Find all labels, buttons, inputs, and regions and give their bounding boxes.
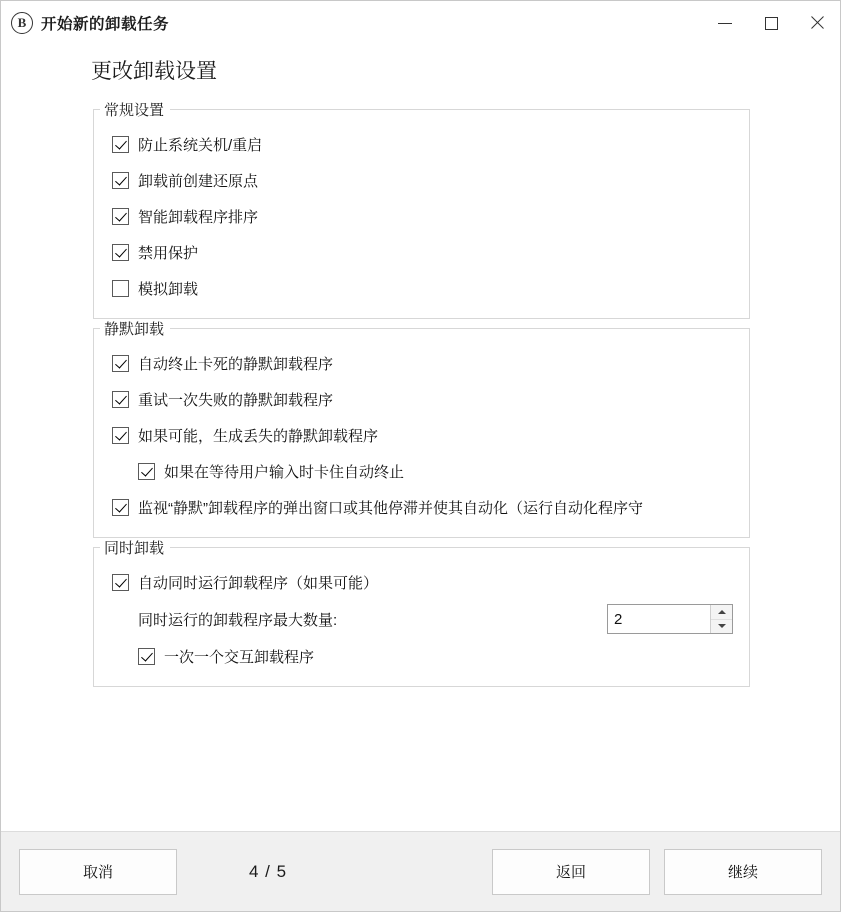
option-label: 卸载前创建还原点 [138, 172, 259, 190]
option-one-interactive-at-a-time[interactable] [94, 638, 749, 674]
minimize-icon [718, 23, 732, 24]
chevron-up-icon [718, 610, 726, 614]
option-label: 重试一次失败的静默卸载程序 [138, 391, 334, 409]
option-label: 防止系统关机/重启 [138, 136, 263, 154]
settings-groups [93, 99, 750, 687]
caption-buttons [702, 1, 840, 45]
option-kill-stuck-silent[interactable] [94, 345, 749, 381]
close-button[interactable] [794, 1, 840, 45]
option-auto-concurrent[interactable] [94, 564, 749, 600]
step-counter: 4 / 5 [249, 861, 288, 881]
max-concurrent-stepper[interactable] [607, 604, 733, 634]
option-create-restore-point[interactable] [94, 162, 749, 198]
option-simulate-uninstall[interactable] [94, 270, 749, 306]
maximize-button[interactable] [748, 1, 794, 45]
checkbox-icon[interactable] [112, 391, 129, 408]
group-silent-uninstall [93, 318, 750, 538]
option-label: 智能卸载程序排序 [138, 208, 259, 226]
chevron-down-icon [718, 624, 726, 628]
option-prevent-shutdown[interactable] [94, 126, 749, 162]
checkbox-icon[interactable] [112, 499, 129, 516]
checkbox-icon[interactable] [138, 648, 155, 665]
checkbox-icon[interactable] [112, 574, 129, 591]
option-smart-order[interactable] [94, 198, 749, 234]
option-kill-on-input-wait[interactable] [94, 453, 749, 489]
group-concurrent-legend: 同时卸载 [104, 540, 165, 557]
group-general-legend: 常规设置 [104, 102, 165, 119]
max-concurrent-label: 同时运行的卸载程序最大数量: [138, 611, 338, 629]
max-concurrent-value[interactable]: 2 [614, 610, 623, 628]
option-label: 监视“静默”卸载程序的弹出窗口或其他停滞并使其自动化（运行自动化程序守 [138, 499, 643, 517]
checkbox-icon[interactable] [138, 463, 155, 480]
checkbox-icon[interactable] [112, 208, 129, 225]
checkbox-icon[interactable] [112, 136, 129, 153]
option-label: 禁用保护 [138, 244, 199, 262]
close-icon [809, 15, 825, 31]
stepper-up-button[interactable] [711, 605, 732, 620]
option-label: 如果可能，生成丢失的静默卸载程序 [138, 427, 379, 445]
settings-content [1, 45, 840, 831]
option-generate-missing-silent[interactable] [94, 417, 749, 453]
option-label: 如果在等待用户输入时卡住自动终止 [164, 463, 405, 481]
checkbox-icon[interactable] [112, 244, 129, 261]
wizard-footer [1, 831, 840, 911]
page-title: 更改卸载设置 [91, 60, 217, 83]
option-label: 自动终止卡死的静默卸载程序 [138, 355, 334, 373]
group-general-settings [93, 99, 750, 319]
checkbox-icon[interactable] [112, 427, 129, 444]
stepper-down-button[interactable] [711, 620, 732, 634]
footer-nav-buttons [492, 849, 822, 895]
option-disable-protection[interactable] [94, 234, 749, 270]
group-concurrent-uninstall [93, 537, 750, 687]
minimize-button[interactable] [702, 1, 748, 45]
next-button[interactable]: 继续 [664, 849, 822, 895]
group-silent-legend: 静默卸载 [104, 321, 165, 338]
option-label: 一次一个交互卸载程序 [164, 648, 315, 666]
window-title: 开始新的卸载任务 [41, 16, 170, 33]
option-retry-failed-silent[interactable] [94, 381, 749, 417]
checkbox-icon[interactable] [112, 355, 129, 372]
checkbox-icon[interactable] [112, 172, 129, 189]
back-button[interactable]: 返回 [492, 849, 650, 895]
stepper-arrows [710, 605, 732, 633]
option-label: 自动同时运行卸载程序（如果可能） [138, 574, 379, 592]
maximize-icon [765, 17, 778, 30]
max-concurrent-row [94, 600, 749, 638]
option-label: 模拟卸载 [138, 280, 199, 298]
title-bar [1, 1, 840, 45]
option-monitor-popups[interactable] [94, 489, 749, 525]
cancel-button[interactable]: 取消 [19, 849, 177, 895]
checkbox-icon[interactable] [112, 280, 129, 297]
app-logo-icon: B [11, 12, 33, 34]
